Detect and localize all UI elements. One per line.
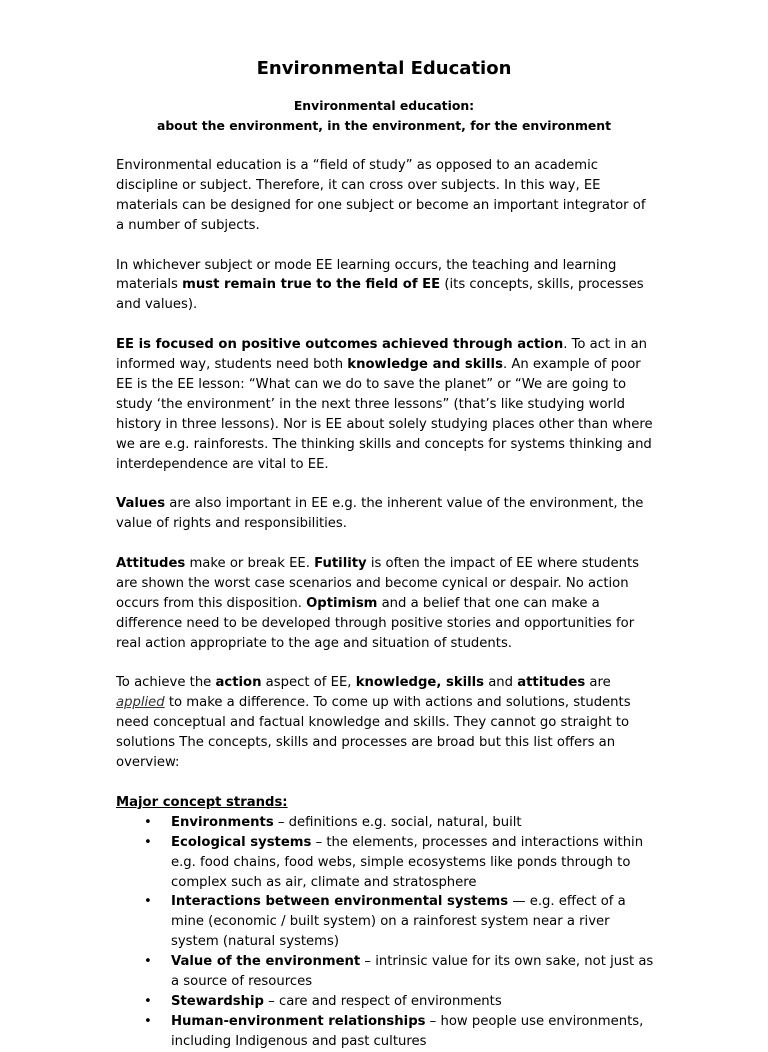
- strand-term: Interactions between environmental systems: [171, 894, 509, 910]
- list-item: [116, 952, 654, 992]
- bullet-icon: •: [144, 993, 152, 1009]
- paragraph-positive-outcomes: [116, 335, 654, 474]
- text-run: are: [585, 675, 611, 691]
- paragraph-true-to-field: [116, 256, 654, 316]
- bold-phrase: knowledge and skills: [347, 357, 503, 373]
- page-title: Environmental Education: [256, 58, 512, 79]
- text-run: (its concepts, skills, processes and values).: [116, 277, 644, 313]
- bold-phrase: EE is focused on positive outcomes achieved through action: [116, 337, 564, 353]
- text-run: are also important in EE e.g. the inherent value of the environment, the value of rights and responsibilities.: [116, 496, 644, 532]
- strand-term: Environments: [171, 814, 274, 830]
- strand-desc: – intrinsic value for its own sake, not just as a source of resources: [171, 954, 654, 990]
- text-run: make or break EE.: [185, 556, 315, 572]
- paragraph-field-of-study: Environmental education is a “field of study” as opposed to an academic discipline or subject. Therefore, it can cross over subjects. In this way, EE materials can be designed for one subject or become an important integrator of a number of subjects.: [116, 158, 646, 233]
- paragraph-values: [116, 494, 654, 534]
- bold-phrase: Attitudes: [116, 556, 186, 572]
- text-run: . To act in an informed way, students need both: [116, 337, 648, 373]
- strand-desc: — e.g. effect of a mine (economic / built system) on a rainforest system near a river system (natural systems): [171, 894, 626, 950]
- list-item: [116, 1012, 654, 1052]
- list-item: [116, 892, 654, 952]
- paragraph-action: [116, 673, 654, 773]
- bold-phrase: attitudes: [517, 675, 586, 691]
- strand-desc: – care and respect of environments: [263, 993, 502, 1009]
- text-run: . An example of poor EE is the EE lesson: “What can we do to save the planet” or “We are going to study ‘the environment’ in the next three lessons” (that’s like studying world history in three lessons). Nor is EE about solely studying places other than where we are e.g. rainforests. The thinking skills and concepts for systems thinking and interdependence are vital to EE.: [116, 357, 653, 472]
- strand-term: Human-environment relationships: [171, 1013, 426, 1029]
- bullet-icon: •: [144, 834, 152, 850]
- strand-desc: – how people use environments, including Indigenous and past cultures: [171, 1013, 644, 1049]
- list-item: [116, 813, 654, 833]
- bullet-icon: •: [144, 1013, 152, 1029]
- text-run: and a belief that one can make a difference need to be developed through positive stories and opportunities for real action appropriate to the age and situation of students.: [116, 595, 635, 651]
- strand-term: Ecological systems: [171, 834, 312, 850]
- text-run: and: [484, 675, 518, 691]
- paragraph-attitudes: [116, 554, 654, 654]
- subtitle-line-1: Environmental education:: [293, 98, 475, 113]
- strands-heading: Major concept strands:: [116, 794, 288, 810]
- text-run: to make a difference. To come up with actions and solutions, students need conceptual and factual knowledge and skills. They cannot go straight to solutions The concepts, skills and processes are broad but this list offers an overview:: [116, 695, 631, 771]
- bullet-icon: •: [144, 954, 152, 970]
- document-body: [116, 156, 654, 1052]
- bold-phrase: action: [215, 675, 262, 691]
- bold-phrase: Optimism: [306, 595, 378, 611]
- bold-phrase: Futility: [314, 556, 367, 572]
- list-item: [116, 992, 654, 1012]
- text-run: To achieve the: [116, 675, 216, 691]
- bold-phrase: must remain true to the field of EE: [182, 277, 441, 293]
- bullet-icon: •: [144, 814, 152, 830]
- list-item: [116, 833, 654, 893]
- strand-term: Stewardship: [171, 993, 264, 1009]
- strand-term: Value of the environment: [171, 954, 361, 970]
- bold-phrase: knowledge, skills: [355, 675, 485, 691]
- bold-phrase: Values: [116, 496, 166, 512]
- subtitle-line-2: about the environment, in the environment, for the environment: [156, 118, 612, 133]
- strand-desc: – the elements, processes and interactions within e.g. food chains, food webs, simple ecosystems like ponds through to complex such as air, climate and stratosphere: [171, 834, 644, 890]
- bullet-icon: •: [144, 894, 152, 910]
- applied-emphasis: applied: [116, 695, 165, 711]
- strands-list: [116, 813, 654, 1052]
- text-run: is often the impact of EE where students are shown the worst case scenarios and become cynical or despair. No action occurs from this disposition.: [116, 556, 640, 611]
- strand-desc: – definitions e.g. social, natural, built: [273, 814, 522, 830]
- text-run: aspect of EE,: [261, 675, 356, 691]
- text-run: In whichever subject or mode EE learning occurs, the teaching and learning materials: [116, 257, 617, 293]
